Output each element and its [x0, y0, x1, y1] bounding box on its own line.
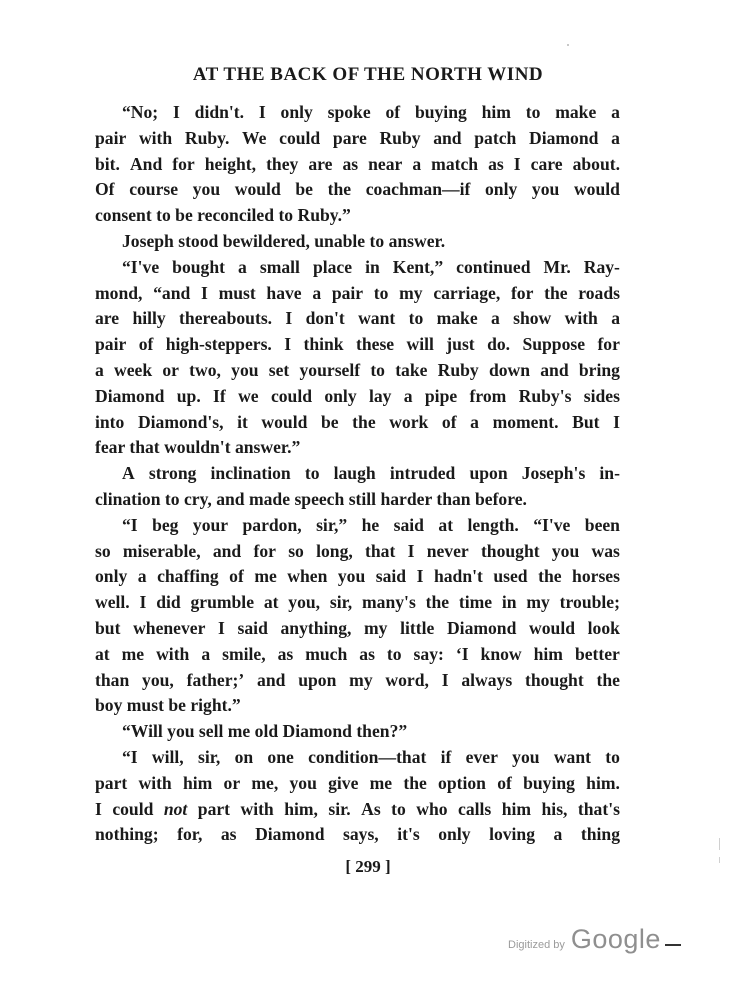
- text-line: Of course you would be the coachman—if only you would: [95, 179, 620, 200]
- text-line: “No; I didn't. I only spoke of buying him to make a: [122, 102, 620, 122]
- text-line: consent to be reconciled to Ruby.”: [95, 205, 351, 226]
- text-line: “I will, sir, on one condition—that if ever you want to: [122, 746, 620, 767]
- text-line: “Will you sell me old Diamond then?”: [122, 721, 408, 742]
- text-line: than you, father;’ and upon my word, I always thought the: [95, 669, 620, 690]
- digitized-watermark: [508, 924, 661, 955]
- text-line: “I've bought a small place in Kent,” continued Mr. Ray-: [122, 256, 620, 277]
- text-line: well. I did grumble at you, sir, many's the time in my trouble;: [95, 592, 620, 613]
- text-line: mond, “and I must have a pair to my carriage, for the roads: [95, 282, 620, 303]
- text-line: fear that wouldn't answer.”: [95, 437, 301, 458]
- page-number: [ 299 ]: [345, 857, 391, 876]
- text-line: so miserable, and for so long, that I never thought you was: [95, 540, 620, 561]
- digitized-by-label: Digitized by: [508, 939, 565, 951]
- text-line: bit. And for height, they are as near a match as I care about.: [95, 153, 620, 174]
- text-line: A strong inclination to laugh intruded upon Joseph's in-: [122, 463, 620, 484]
- text-line: only a chaffing of me when you said I hadn't used the horses: [95, 566, 620, 587]
- text-line: “I beg your pardon, sir,” he said at length. “I've been: [122, 514, 620, 535]
- text-line: Diamond up. If we could only lay a pipe from Ruby's sides: [95, 385, 620, 406]
- scan-speck: [567, 44, 569, 46]
- text-line: nothing; for, as Diamond says, it's only loving a thing: [95, 824, 620, 845]
- google-logo: Google: [570, 924, 661, 954]
- running-head: AT THE BACK OF THE NORTH WIND: [192, 64, 544, 85]
- text-line: clination to cry, and made speech still harder than before.: [95, 488, 527, 509]
- body-text: [95, 100, 620, 848]
- text-line: Joseph stood bewildered, unable to answer.: [122, 230, 446, 251]
- scan-mark: [719, 857, 720, 863]
- scan-mark: [719, 838, 720, 850]
- text-line: at me with a smile, as much as to say: ‘I know him better: [95, 643, 620, 664]
- text-line: I could not part with him, sir. As to who calls him his, that's: [95, 798, 620, 819]
- text-line: pair of high-steppers. I think these will just do. Suppose for: [95, 334, 620, 355]
- text-line: are hilly thereabouts. I don't want to make a show with a: [95, 308, 620, 329]
- text-line: boy must be right.”: [95, 695, 241, 716]
- scan-dash: [665, 944, 681, 946]
- text-line: pair with Ruby. We could pare Ruby and patch Diamond a: [95, 127, 620, 148]
- text-line: a week or two, you set yourself to take Ruby down and bring: [95, 359, 620, 380]
- text-line: but whenever I said anything, my little Diamond would look: [95, 617, 620, 638]
- text-line: into Diamond's, it would be the work of a moment. But I: [95, 411, 620, 432]
- text-line: part with him or me, you give me the option of buying him.: [95, 772, 620, 793]
